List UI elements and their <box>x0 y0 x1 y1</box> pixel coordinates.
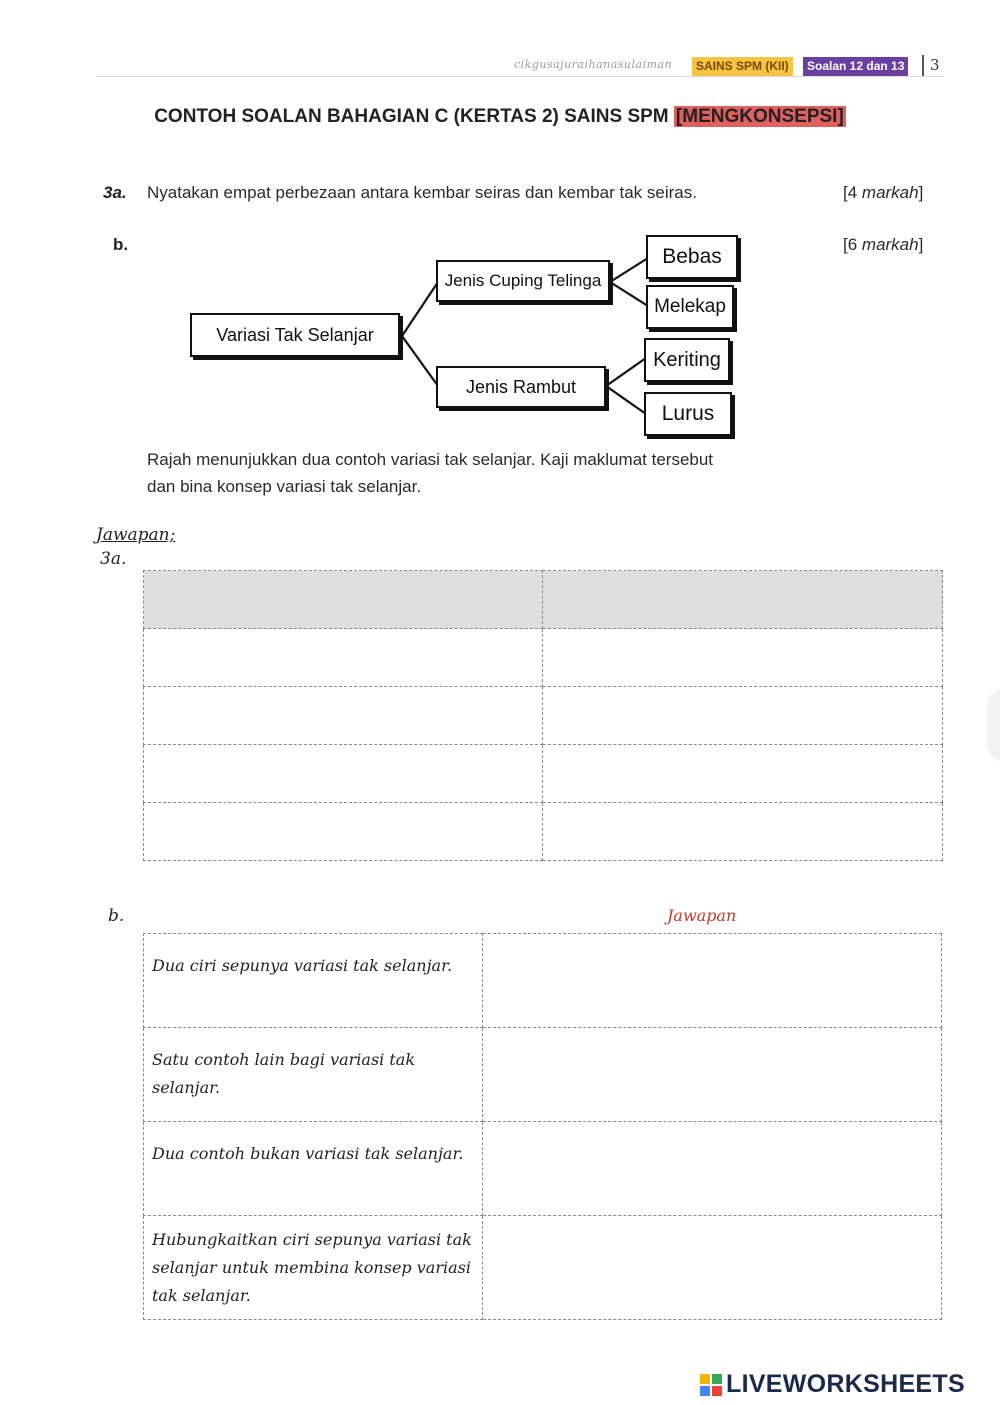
answer-cell[interactable] <box>542 687 943 745</box>
answer-cell[interactable] <box>542 629 943 687</box>
table-row <box>144 803 943 861</box>
answer-cell[interactable] <box>482 1028 941 1122</box>
connector-root-branch1 <box>402 282 438 336</box>
connector-root-branch2 <box>402 336 438 386</box>
liveworksheets-logo-text: LIVEWORKSHEETS <box>726 1370 965 1398</box>
diagram-leaf-keriting: Keriting <box>644 338 730 382</box>
table-row <box>144 1122 942 1216</box>
table-header-cell-kembar-seiras[interactable] <box>144 571 543 629</box>
subject-chip: SAINS SPM (KII) <box>692 57 793 76</box>
question-chip: Soalan 12 dan 13 <box>803 57 908 76</box>
table-row <box>144 745 943 803</box>
answer-cell[interactable] <box>542 803 943 861</box>
table-row <box>144 934 942 1028</box>
table-header-row <box>144 571 943 629</box>
liveworksheets-logo <box>700 1370 965 1399</box>
liveworksheets-logo-icon <box>700 1374 722 1396</box>
question-3b-number: b. <box>113 235 129 254</box>
question-3a-number: 3a. <box>103 183 127 202</box>
connector-branch2-leaf1 <box>606 358 646 386</box>
prompt-cell: Dua contoh bukan variasi tak selanjar. <box>144 1122 483 1216</box>
answer-cell[interactable] <box>144 803 543 861</box>
answer-cell[interactable] <box>144 629 543 687</box>
answer-part-a-label: 3a. <box>100 549 127 569</box>
question-3b-description-line2: dan bina konsep variasi tak selanjar. <box>147 477 422 496</box>
prompt-cell: Hubungkaitkan ciri sepunya variasi tak selanjar untuk membina konsep variasi tak selanjar. <box>144 1216 483 1320</box>
diagram-branch-ear-node: Jenis Cuping Telinga <box>436 260 610 302</box>
answer-label: Jawapan; <box>96 525 176 545</box>
question-3a-text: Nyatakan empat perbezaan antara kembar seiras dan kembar tak seiras. <box>147 183 697 202</box>
diagram-leaf-bebas: Bebas <box>646 235 738 279</box>
table-row <box>144 1216 942 1320</box>
page-number: 3 <box>930 56 940 74</box>
answer-cell[interactable] <box>144 687 543 745</box>
title-main: CONTOH SOALAN BAHAGIAN C (KERTAS 2) SAINS SPM <box>154 106 674 127</box>
table-row <box>144 1028 942 1122</box>
answer-cell[interactable] <box>482 1216 941 1320</box>
connector-branch1-leaf2 <box>610 282 648 306</box>
connector-branch1-leaf1 <box>610 258 648 282</box>
answer-table-3b <box>143 933 942 1320</box>
answer-table-3a <box>143 570 943 861</box>
diagram-root-node: Variasi Tak Selanjar <box>190 313 400 357</box>
answer-part-b-label: b. <box>108 906 125 926</box>
header-author: cikgusajuraihanasulaiman <box>514 58 673 71</box>
answer-cell[interactable] <box>542 745 943 803</box>
table-header-cell-kembar-tak-seiras[interactable] <box>542 571 943 629</box>
diagram-branch-hair-node: Jenis Rambut <box>436 366 606 408</box>
title-highlight: [MENGKONSEPSI] <box>675 106 844 127</box>
prompt-cell: Dua ciri sepunya variasi tak selanjar. <box>144 934 483 1028</box>
question-3a-marks: [4 markah] <box>843 183 924 202</box>
side-scroll-handle[interactable] <box>990 690 1000 760</box>
prompt-cell: Satu contoh lain bagi variasi tak selanjar. <box>144 1028 483 1122</box>
jawapan-heading: Jawapan <box>667 906 737 925</box>
table-row <box>144 629 943 687</box>
diagram-leaf-lurus: Lurus <box>644 392 732 436</box>
question-3b-description-line1: Rajah menunjukkan dua contoh variasi tak selanjar. Kaji maklumat tersebut <box>147 450 714 469</box>
table-row <box>144 687 943 745</box>
answer-cell[interactable] <box>482 1122 941 1216</box>
answer-cell[interactable] <box>482 934 941 1028</box>
question-3b-marks: [6 markah] <box>843 235 924 254</box>
diagram-leaf-melekap: Melekap <box>646 285 734 329</box>
answer-cell[interactable] <box>144 745 543 803</box>
connector-branch2-leaf2 <box>606 386 646 414</box>
